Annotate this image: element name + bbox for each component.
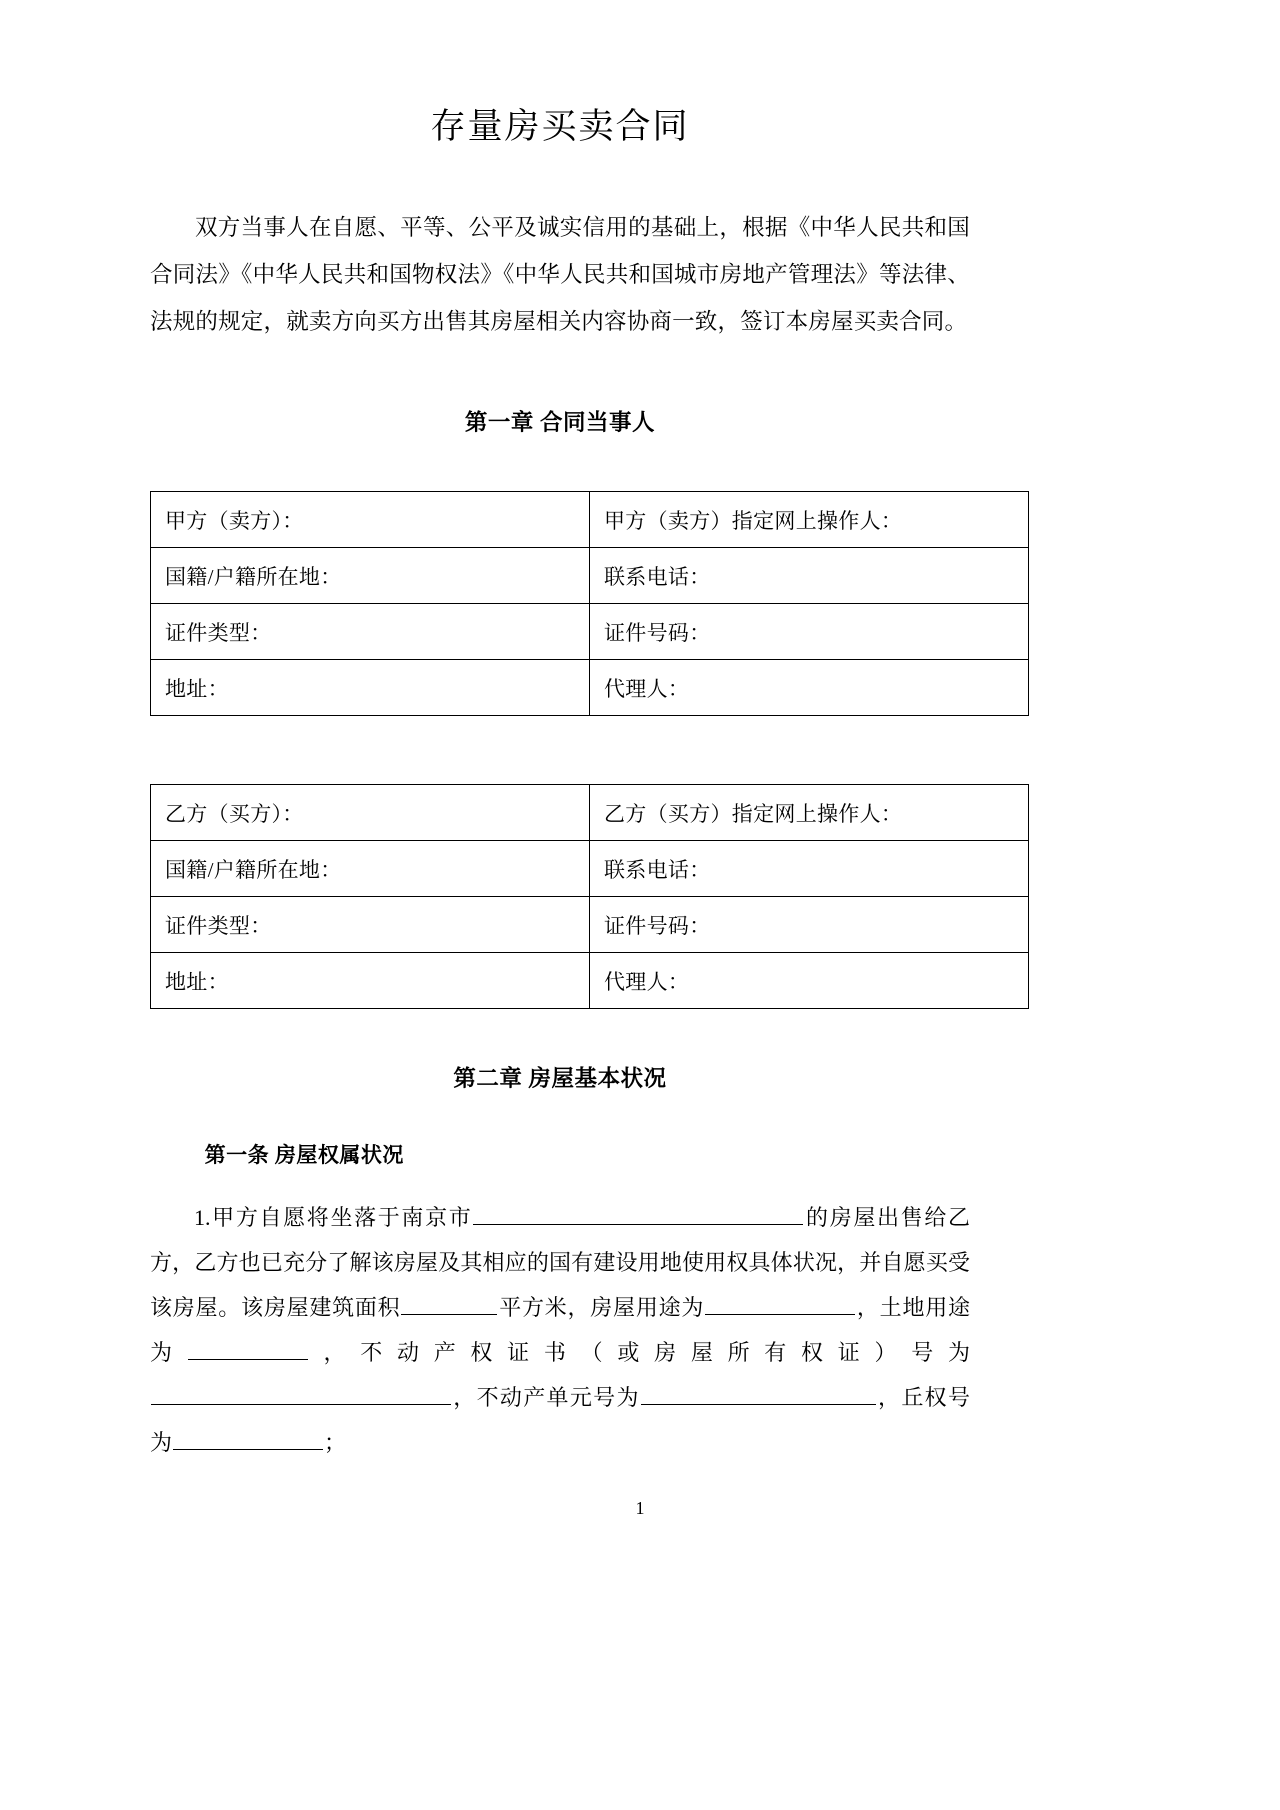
clause-1-seg-7: ，丘权号为	[150, 1385, 970, 1455]
seller-id-type-label: 证件类型：	[151, 604, 590, 660]
table-row	[151, 492, 1029, 548]
buyer-address-label: 地址：	[151, 953, 590, 1009]
parcel-right-number-blank[interactable]	[173, 1426, 323, 1450]
seller-party-table	[150, 491, 1029, 716]
property-certificate-number-blank[interactable]	[151, 1381, 451, 1405]
chapter-heading-2: 第二章 房屋基本状况	[453, 1066, 667, 1091]
table-row	[151, 841, 1029, 897]
clause-1-paragraph	[150, 1173, 970, 1465]
house-usage-blank[interactable]	[705, 1291, 855, 1315]
buyer-id-type-label: 证件类型：	[151, 897, 590, 953]
seller-operator-label: 甲方（卖方）指定网上操作人：	[590, 492, 1029, 548]
clause-1-seg-3: 平方米，房屋用途为	[498, 1295, 705, 1320]
property-location-blank[interactable]	[473, 1201, 803, 1225]
buyer-agent-label: 代理人：	[590, 953, 1029, 1009]
buyer-id-number-label: 证件号码：	[590, 897, 1029, 953]
clause-1-seg-4: ，土地用途为	[150, 1295, 970, 1365]
clause-1-seg-2: 的房屋出售给乙方，乙方也已充分了解该房屋及其相应的国有建设用地使用权具体状况，并自愿买受该房屋。该房屋建筑面积	[150, 1205, 970, 1320]
building-area-blank[interactable]	[401, 1291, 497, 1315]
buyer-operator-label: 乙方（买方）指定网上操作人：	[590, 785, 1029, 841]
table-row	[151, 548, 1029, 604]
buyer-name-label: 乙方（买方）：	[151, 785, 590, 841]
buyer-phone-label: 联系电话：	[590, 841, 1029, 897]
seller-phone-label: 联系电话：	[590, 548, 1029, 604]
clause-1-seg-5: ，不动产权证书（或房屋所有权证）号为	[308, 1340, 970, 1365]
seller-id-number-label: 证件号码：	[590, 604, 1029, 660]
page-number: 1	[635, 1498, 645, 1518]
land-usage-blank[interactable]	[188, 1336, 308, 1360]
seller-nationality-label: 国籍/户籍所在地：	[151, 548, 590, 604]
seller-agent-label: 代理人：	[590, 660, 1029, 716]
buyer-table-wrapper	[150, 716, 970, 1009]
buyer-nationality-label: 国籍/户籍所在地：	[151, 841, 590, 897]
article-heading-1: 第一条 房屋权属状况	[204, 1143, 404, 1167]
seller-table-wrapper	[150, 443, 970, 716]
page-content	[150, 0, 970, 1465]
table-row	[151, 897, 1029, 953]
chapter-heading-1: 第一章 合同当事人	[464, 410, 656, 435]
seller-name-label: 甲方（卖方）：	[151, 492, 590, 548]
property-unit-number-blank[interactable]	[641, 1381, 876, 1405]
clause-1-seg-8: ；	[324, 1430, 347, 1455]
table-row	[151, 785, 1029, 841]
clause-1-seg-1: 1.甲方自愿将坐落于南京市	[194, 1205, 473, 1230]
table-row	[151, 604, 1029, 660]
table-row	[151, 953, 1029, 1009]
clause-1-seg-6: ，不动产单元号为	[452, 1385, 640, 1410]
intro-paragraph: 双方当事人在自愿、平等、公平及诚实信用的基础上，根据《中华人民共和国合同法》《中华人民共和国物权法》《中华人民共和国城市房地产管理法》等法律、法规的规定，就卖方向买方出售其房屋相关内容协商一致，签订本房屋买卖合同。	[150, 215, 970, 334]
buyer-party-table	[150, 784, 1029, 1009]
seller-address-label: 地址：	[151, 660, 590, 716]
table-row	[151, 660, 1029, 716]
page-title: 存量房买卖合同	[430, 107, 690, 146]
